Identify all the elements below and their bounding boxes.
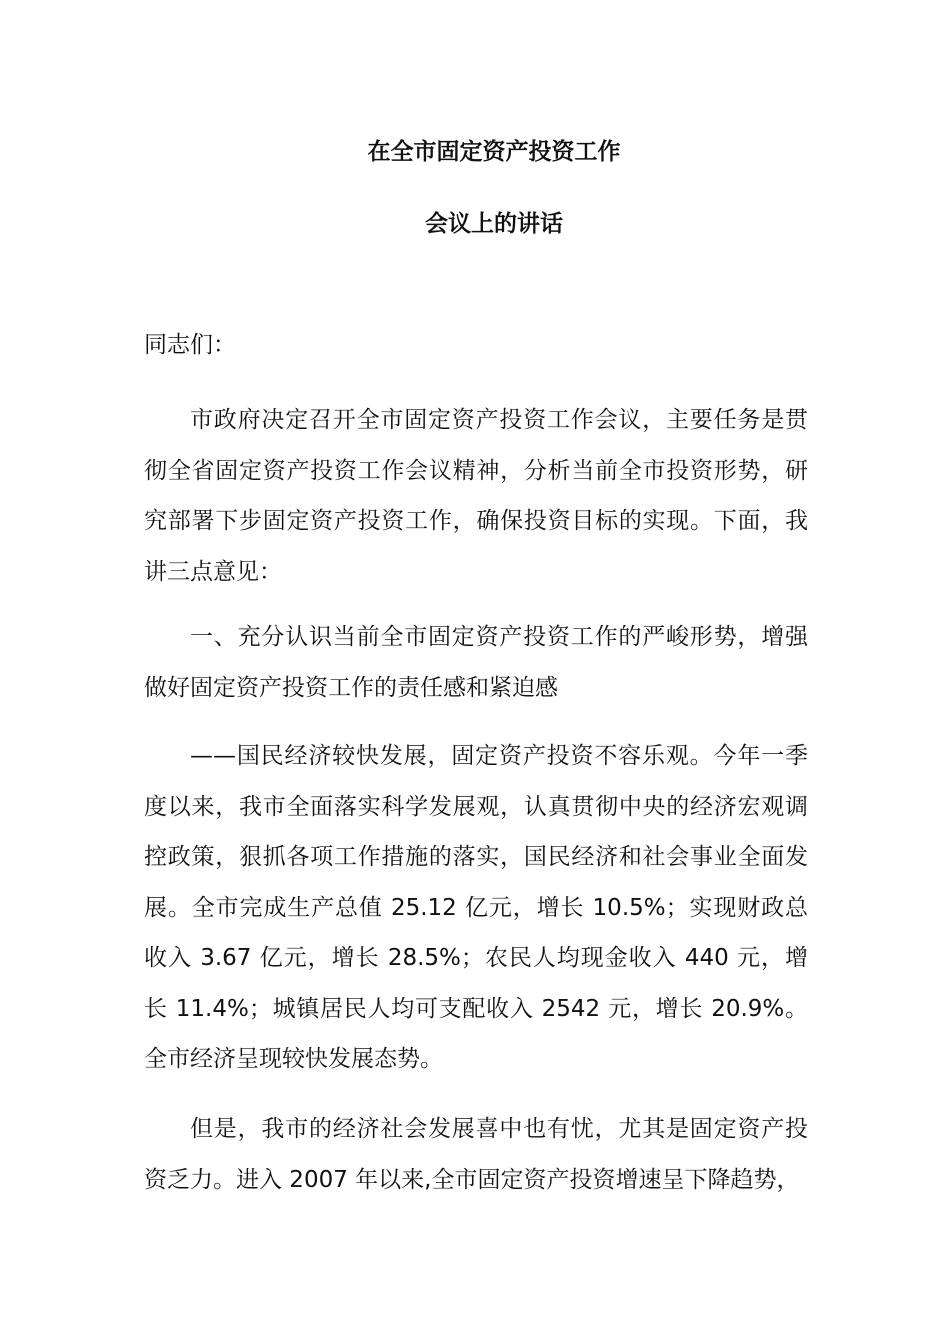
document-title-line-2: 会议上的讲话 — [425, 211, 563, 237]
paragraph-economy-overview: ——国民经济较快发展，固定资产投资不容乐观。今年一季度以来，我市全面落实科学发展观，认真贯彻中央的经济宏观调控政策，狠抓各项工作措施的落实，国民经济和社会事业全面发展。全市完成生产总值 25.12 亿元，增长 10.5%；实现财政总收入 3.67 亿元，增长 28.5%；农民人均现金收入 440 元，增长 11.4%；城镇居民人均可支配收入 2542 元，增长 20.9%。全市经济呈现较快发展态势。 — [144, 743, 808, 1072]
salutation: 同志们： — [144, 332, 236, 358]
paragraph-section-heading-1: 一、充分认识当前全市固定资产投资工作的严峻形势，增强做好固定资产投资工作的责任感和紧迫感 — [144, 624, 808, 701]
paragraph-investment-concern: 但是，我市的经济社会发展喜中也有忧，尤其是固定资产投资乏力。进入 2007 年以来,全市固定资产投资增速呈下降趋势， — [144, 1116, 808, 1193]
paragraph-intro: 市政府决定召开全市固定资产投资工作会议，主要任务是贯彻全省固定资产投资工作会议精神，分析当前全市投资形势，研究部署下步固定资产投资工作，确保投资目标的实现。下面，我讲三点意见： — [144, 407, 808, 585]
document-title-line-1: 在全市固定资产投资工作 — [367, 139, 621, 165]
